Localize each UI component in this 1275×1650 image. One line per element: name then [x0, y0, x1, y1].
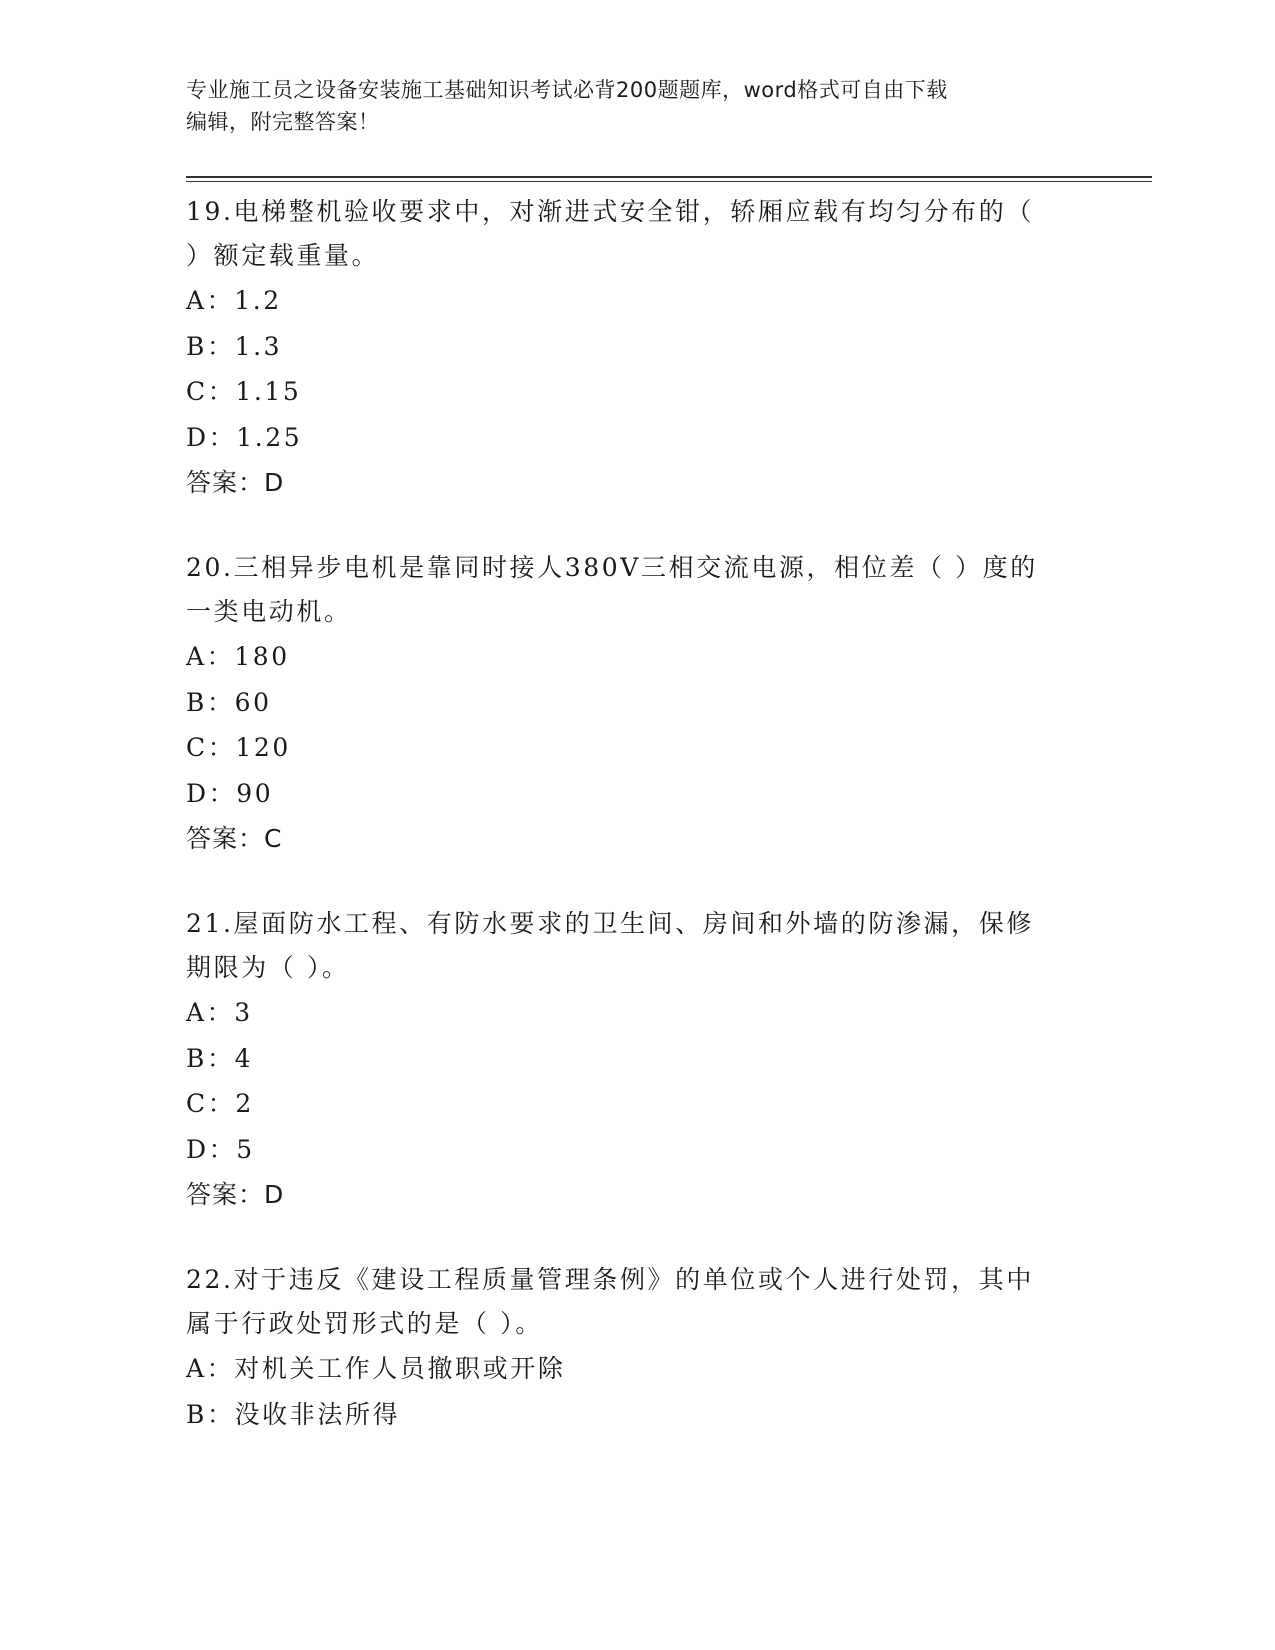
option-b: B：4 [186, 1043, 254, 1073]
option-d: D：90 [186, 778, 274, 808]
option-b: B：60 [186, 687, 272, 717]
option-c: C：120 [186, 733, 291, 762]
option-c: C：1.15 [186, 377, 302, 406]
answer-label: 答案：D [186, 1180, 285, 1209]
question-stem-line: 19.电梯整机验收要求中，对渐进式安全钳，轿厢应载有均匀分布的（ [186, 197, 1034, 226]
question-19 [186, 190, 1086, 505]
option-b: B：1.3 [186, 331, 283, 361]
header-divider-thin [186, 181, 1152, 182]
option-a: A：对机关工作人员撤职或开除 [186, 1354, 566, 1383]
option-c: C：2 [186, 1089, 254, 1118]
question-stem-line: 期限为（ ）。 [186, 953, 350, 982]
question-stem-line: 20.三相异步电机是靠同时接人380V三相交流电源，相位差（ ）度的 [186, 553, 1038, 582]
question-21 [186, 902, 1086, 1217]
question-list [186, 190, 1086, 1478]
option-b: B：没收非法所得 [186, 1399, 401, 1429]
question-stem-line: 一类电动机。 [186, 597, 352, 626]
answer-label: 答案：D [186, 468, 285, 497]
question-stem-line: ）额定载重量。 [186, 241, 380, 270]
answer-label: 答案：C [186, 824, 283, 853]
header-divider-thick [186, 176, 1152, 178]
question-20 [186, 546, 1086, 861]
document-header [186, 74, 1086, 138]
question-stem-line: 属于行政处罚形式的是（ ）。 [186, 1309, 543, 1338]
question-stem-line: 22.对于违反《建设工程质量管理条例》的单位或个人进行处罚，其中 [186, 1265, 1034, 1294]
option-a: A：1.2 [186, 286, 282, 315]
question-22 [186, 1258, 1086, 1437]
header-line-1: 专业施工员之设备安装施工基础知识考试必背200题题库，word格式可自由下载 [186, 78, 948, 102]
question-stem-line: 21.屋面防水工程、有防水要求的卫生间、房间和外墙的防渗漏，保修 [186, 909, 1034, 938]
option-d: D：1.25 [186, 422, 303, 452]
option-d: D：5 [186, 1134, 255, 1164]
option-a: A：3 [186, 998, 253, 1027]
header-line-2: 编辑，附完整答案！ [186, 110, 380, 134]
option-a: A：180 [186, 642, 290, 671]
